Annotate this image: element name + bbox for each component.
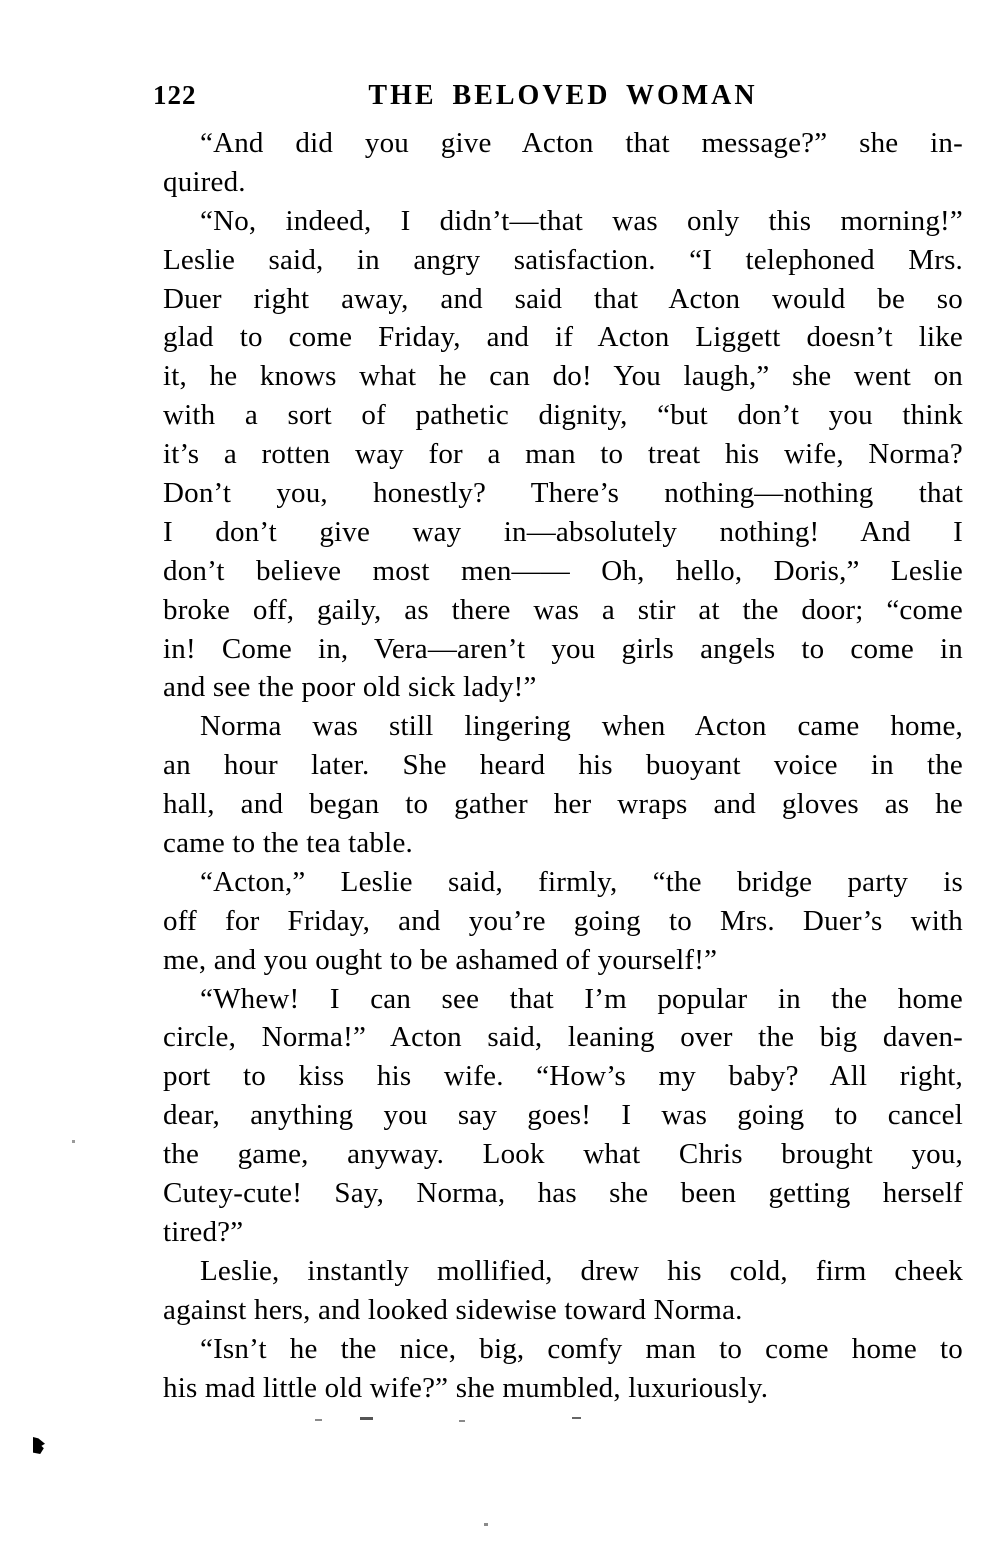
text-line: with a sort of pathetic dignity, “but don’t you think <box>163 399 963 432</box>
paragraph <box>163 1252 963 1330</box>
text-line: an hour later. She heard his buoyant voice in the <box>163 749 963 782</box>
scan-speck <box>459 1420 465 1422</box>
text-line: port to kiss his wife. “How’s my baby? All right, <box>163 1060 963 1093</box>
text-line: came to the tea table. <box>163 827 413 860</box>
page-number: 122 <box>153 80 197 110</box>
text-line: “Isn’t he the nice, big, comfy man to come home to <box>200 1332 963 1365</box>
text-line: quired. <box>163 165 246 198</box>
text-line: and see the poor old sick lady!” <box>163 671 537 704</box>
text-line: hall, and began to gather her wraps and gloves as he <box>163 788 963 821</box>
text-line: Norma was still lingering when Acton came home, <box>200 710 963 743</box>
text-line: his mad little old wife?” she mumbled, luxuriously. <box>163 1371 769 1404</box>
text-line: tired?” <box>163 1215 244 1248</box>
text-line: Leslie said, in angry satisfaction. “I telephoned Mrs. <box>163 243 963 276</box>
text-line: the game, anyway. Look what Chris brought you, <box>163 1138 963 1171</box>
text-block <box>163 124 963 1407</box>
paragraph <box>163 863 963 980</box>
text-line: Don’t you, honestly? There’s nothing—nothing that <box>163 477 963 510</box>
scan-speck <box>572 1417 581 1419</box>
scan-speck <box>360 1417 373 1420</box>
paragraph <box>163 980 963 1252</box>
ink-blot-artifact <box>33 1437 45 1454</box>
text-line: Leslie, instantly mollified, drew his cold, firm cheek <box>200 1254 963 1287</box>
text-line: don’t believe most men—— Oh, hello, Doris,” Leslie <box>163 554 963 587</box>
paragraph <box>163 124 963 202</box>
text-line: “Acton,” Leslie said, firmly, “the bridge party is <box>200 865 963 898</box>
text-line: I don’t give way in—absolutely nothing! And I <box>163 515 963 548</box>
text-line: against hers, and looked sidewise toward Norma. <box>163 1293 743 1326</box>
text-line: it, he knows what he can do! You laugh,” she went on <box>163 360 963 393</box>
text-line: broke off, gaily, as there was a stir at the door; “come <box>163 593 963 626</box>
text-line: “And did you give Acton that message?” she in- <box>200 127 963 159</box>
text-line: me, and you ought to be ashamed of yourself!” <box>163 943 718 976</box>
text-line: “Whew! I can see that I’m popular in the home <box>200 982 963 1015</box>
page-header <box>153 80 963 112</box>
text-line: off for Friday, and you’re going to Mrs. Duer’s with <box>163 904 963 937</box>
paragraph <box>163 1330 963 1408</box>
scan-speck <box>72 1140 75 1143</box>
text-line: dear, anything you say goes! I was going to cancel <box>163 1099 963 1132</box>
text-line: “No, indeed, I didn’t—that was only this morning!” <box>200 204 963 237</box>
paragraph <box>163 707 963 863</box>
text-line: it’s a rotten way for a man to treat his wife, Norma? <box>163 438 963 471</box>
text-line: in! Come in, Vera—aren’t you girls angels to come in <box>163 632 963 665</box>
text-line: Cutey-cute! Say, Norma, has she been getting herself <box>163 1177 963 1210</box>
paragraph <box>163 202 963 708</box>
running-title: THE BELOVED WOMAN <box>368 80 758 111</box>
text-line: Duer right away, and said that Acton would be so <box>163 282 963 315</box>
scan-speck <box>315 1419 322 1421</box>
text-line: glad to come Friday, and if Acton Liggett doesn’t like <box>163 321 963 354</box>
text-line: circle, Norma!” Acton said, leaning over the big daven- <box>163 1021 963 1054</box>
scan-speck <box>484 1523 488 1526</box>
